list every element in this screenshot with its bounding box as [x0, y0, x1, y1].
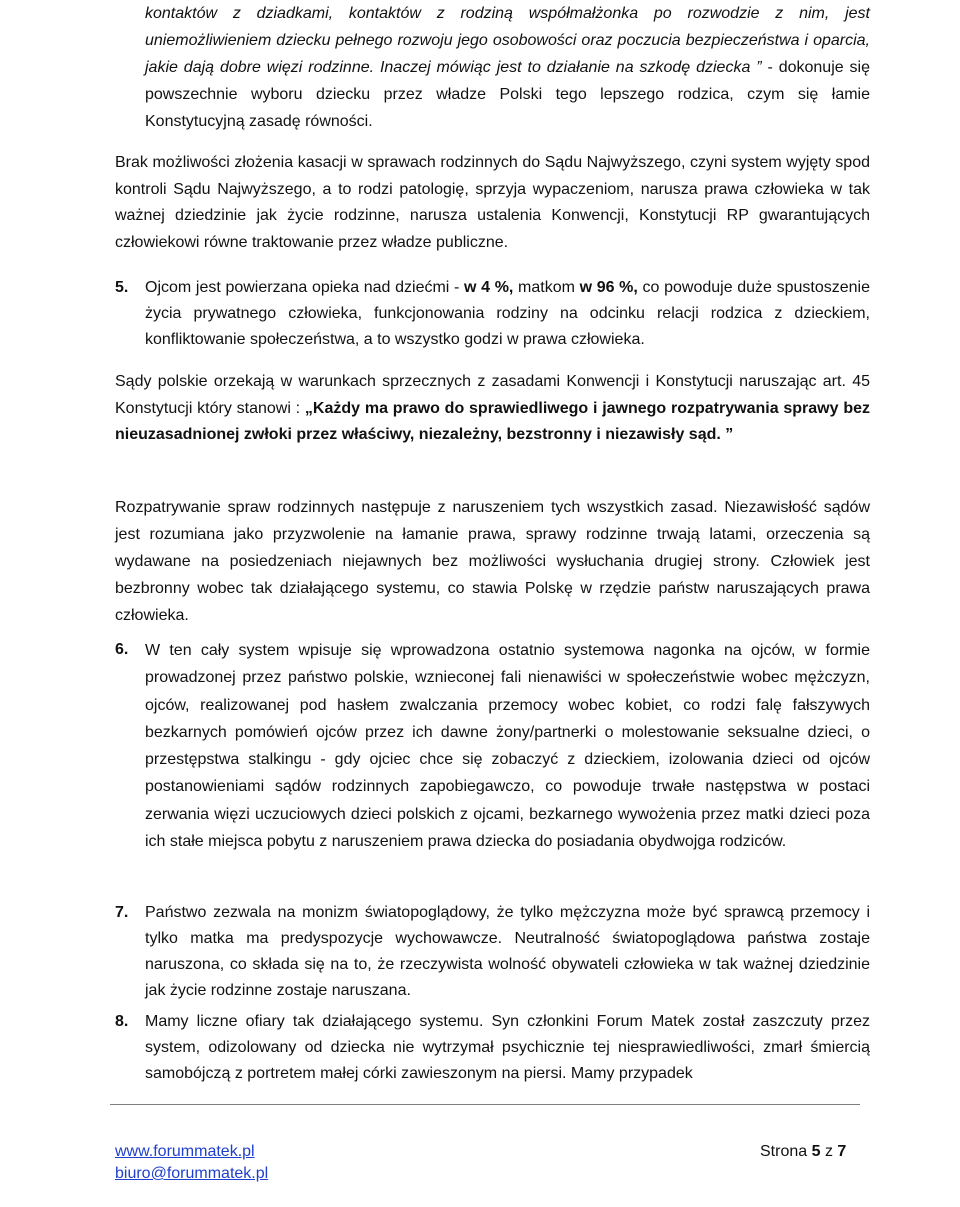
paragraph-sady-text: Sądy polskie orzekają w warunkach sprzecznych z zasadami Konwencji i Konstytucji naruszając art. 45 Konstytucji który stanowi : [115, 373, 870, 417]
item-5-body [145, 275, 870, 353]
item-5-text-3: co powoduje duże spustoszenie życia prywatnego człowieka, funkcjonowania rodziny na odcinku relacji rodzica z dzieckiem, konfliktowanie społeczeństwa, a to wszystko godzi w prawa człowieka. [145, 279, 871, 348]
item-5-bold-2: w 96 %, [579, 279, 638, 296]
item-5-text-2: matkom [513, 279, 580, 296]
item-5-bold-1: w 4 %, [464, 279, 514, 296]
footer-website-link[interactable]: www.forummatek.pl [115, 1143, 255, 1160]
paragraph-rozpatrywanie: Rozpatrywanie spraw rodzinnych następuje z naruszeniem tych wszystkich zasad. Niezawisłość sądów jest rozumiana jako przyzwolenie na łamanie prawa, sprawy rodzinne trwają latami, orzeczenia są wydawane na posiedzeniach niejawnych bez możliwości wysłuchania drugiej strony. Człowiek jest bezbronny wobec tak działającego systemu, co stawia Polskę w rzędzie państw naruszających prawa człowieka. [115, 499, 870, 624]
paragraph-sady [115, 369, 870, 449]
paragraph-kasacja: Brak możliwości złożenia kasacji w sprawach rodzinnych do Sądu Najwyższego, czyni system wyjęty spod kontroli Sądu Najwyższego, a to rodzi patologię, sprzyja wypaczeniom, narusza prawa człowieka w tak ważnej dziedzinie jak życie rodzinne, narusza ustalenia Konwencji, Konstytucji RP gwarantujących człowiekowi równe traktowanie przez władze publiczne. [115, 154, 870, 251]
item-8-number: 8. [115, 1013, 129, 1030]
item-5-text-1: Ojcom jest powierzana opieka nad dziećmi - [145, 279, 465, 296]
page-current: 5 [811, 1143, 821, 1160]
page-number [760, 1143, 846, 1161]
item-8-body: Mamy liczne ofiary tak działającego systemu. Syn członkini Forum Matek został zaszczuty przez system, odizolowany od dziecka nie wytrzymał psychicznie tej niesprawiedliwości, zmarł śmiercią samobójczą z portretem małej córki zawieszonym na piersi. Mamy przypadek [145, 1013, 870, 1082]
footer-email-link[interactable]: biuro@forummatek.pl [115, 1165, 269, 1182]
page-separator: z [824, 1143, 833, 1160]
paragraph-top-italic: kontaktów z dziadkami, kontaktów z rodziną współmałżonka po rozwodzie z nim, jest uniemożliwieniem dziecku pełnego rozwoju jego osobowości oraz poczucia bezpieczeństwa i oparcia, jakie dają dobre więzi rodzinne. Inaczej mówiąc jest to działanie na szkodę dziecka ” [145, 5, 870, 76]
item-5-number: 5. [115, 279, 129, 296]
footer-divider [110, 1104, 860, 1105]
paragraph-top-regular: - dokonuje się powszechnie wyboru dziecku przez władze Polski tego lepszego rodzica, czym się łamie Konstytucyjną zasadę równości. [145, 59, 871, 130]
item-6-body: W ten cały system wpisuje się wprowadzona ostatnio systemowa nagonka na ojców, w formie prowadzonej przez państwo polskie, wznieconej fali nienawiści w społeczeństwie wobec mężczyzn, ojców, realizowanej pod hasłem zwalczania przemocy wobec kobiet, co rodzi falę fałszywych bezkarnych pomówień ojców przez ich dawne żony/partnerki o molestowanie seksualne dzieci, o przestępstwa stalkingu - gdy ojciec chce się zobaczyć z dzieckiem, izolowania dzieci od ojców postanowieniami sądów rodzinnych zapobiegawczo, co powoduje trwałe następstwa w postaci zerwania więzi uczuciowych dzieci polskich z ojcami, bezkarnego wywożenia przez matki dzieci poza ich stałe miejsca pobytu z naruszeniem prawa dziecka do posiadania obydwojga rodziców. [145, 642, 870, 851]
paragraph-top [145, 0, 870, 135]
item-7-number: 7. [115, 904, 129, 921]
page-label: Strona [760, 1143, 808, 1160]
item-6-number: 6. [115, 641, 129, 658]
item-7-body: Państwo zezwala na monizm światopoglądowy, że tylko mężczyzna może być sprawcą przemocy i tylko matka ma predyspozycje wychowawcze. Neutralność światopoglądowa państwa zostaje naruszona, co składa się na to, że rzeczywista wolność obywateli człowieka w tak ważnej dziedzinie jak życie rodzinne zostaje naruszana. [145, 904, 870, 999]
page-total: 7 [837, 1143, 847, 1160]
article-45-quote: „Każdy ma prawo do sprawiedliwego i jawnego rozpatrywania sprawy bez nieuzasadnionej zwłoki przez właściwy, niezależny, bezstronny i niezawisły sąd. ” [115, 399, 870, 444]
